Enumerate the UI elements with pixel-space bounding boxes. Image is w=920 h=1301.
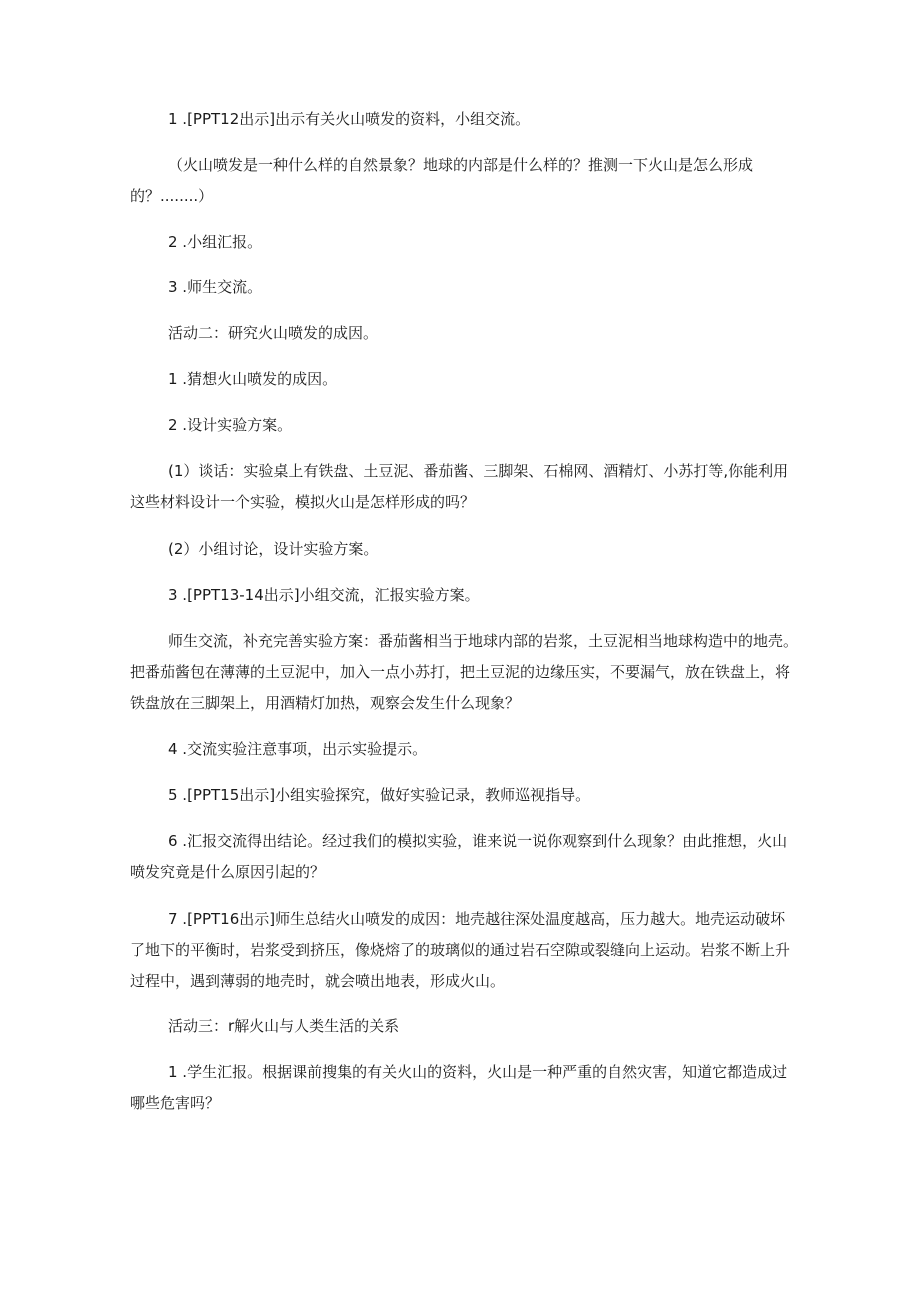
paragraph-group-discussion: (2）小组讨论，设计实验方案。: [168, 540, 379, 558]
paragraph-step4-notes: 4 .交流实验注意事项，出示实验提示。: [168, 740, 428, 758]
paragraph-step6-conclusion: 6 .汇报交流得出结论。经过我们的模拟实验，谁来说一说你观察到什么现象？由此推想，火山喷发究竟是什么原因引起的？: [130, 832, 788, 881]
paragraph-experiment-plan: 师生交流，补充完善实验方案：番茄酱相当于地球内部的岩浆，土豆泥相当地球构造中的地壳。把番茄酱包在薄薄的土豆泥中，加入一点小苏打，把土豆泥的边缘压实，不要漏气，放在铁盘上，将铁盘放在三脚架上，用酒精灯加热，观察会发生什么现象？: [130, 632, 799, 712]
paragraph-student-report: 1 .学生汇报。根据课前搜集的有关火山的资料，火山是一种严重的自然灾害，知道它都造成过哪些危害吗？: [130, 1063, 788, 1112]
paragraph-step1-ppt12: 1 .[PPT12出示]出示有关火山喷发的资料，小组交流。: [168, 110, 531, 128]
heading-activity-two: 活动二：研究火山喷发的成因。: [168, 324, 379, 342]
heading-activity-three: 活动三：r解火山与人类生活的关系: [168, 1017, 400, 1035]
paragraph-step1-guess: 1 .猜想火山喷发的成因。: [168, 370, 338, 388]
paragraph-volcano-questions: （火山喷发是一种什么样的自然景象？地球的内部是什么样的？推测一下火山是怎么形成的？........）: [130, 156, 754, 205]
paragraph-step7-ppt16: 7 .[PPT16出示]师生总结火山喷发的成因：地壳越往深处温度越高，压力越大。地壳运动破坏了地下的平衡时，岩浆受到挤压，像烧熔了的玻璃似的通过岩石空隙或裂缝向上运动。岩浆不断上升过程中，遇到薄弱的地壳时，就会喷出地表，形成火山。: [130, 910, 791, 990]
paragraph-step2-report: 2 .小组汇报。: [168, 233, 263, 251]
paragraph-step3-exchange: 3 .师生交流。: [168, 278, 263, 296]
paragraph-step5-ppt15: 5 .[PPT15出示]小组实验探究，做好实验记录，教师巡视指导。: [168, 786, 591, 804]
paragraph-step3-ppt13-14: 3 .[PPT13-14出示]小组交流，汇报实验方案。: [168, 586, 480, 604]
paragraph-materials-talk: (1）谈话：实验桌上有铁盘、土豆泥、番茄酱、三脚架、石棉网、酒精灯、小苏打等,你能利用这些材料设计一个实验，模拟火山是怎样形成的吗？: [130, 462, 789, 511]
paragraph-step2-design: 2 .设计实验方案。: [168, 416, 293, 434]
